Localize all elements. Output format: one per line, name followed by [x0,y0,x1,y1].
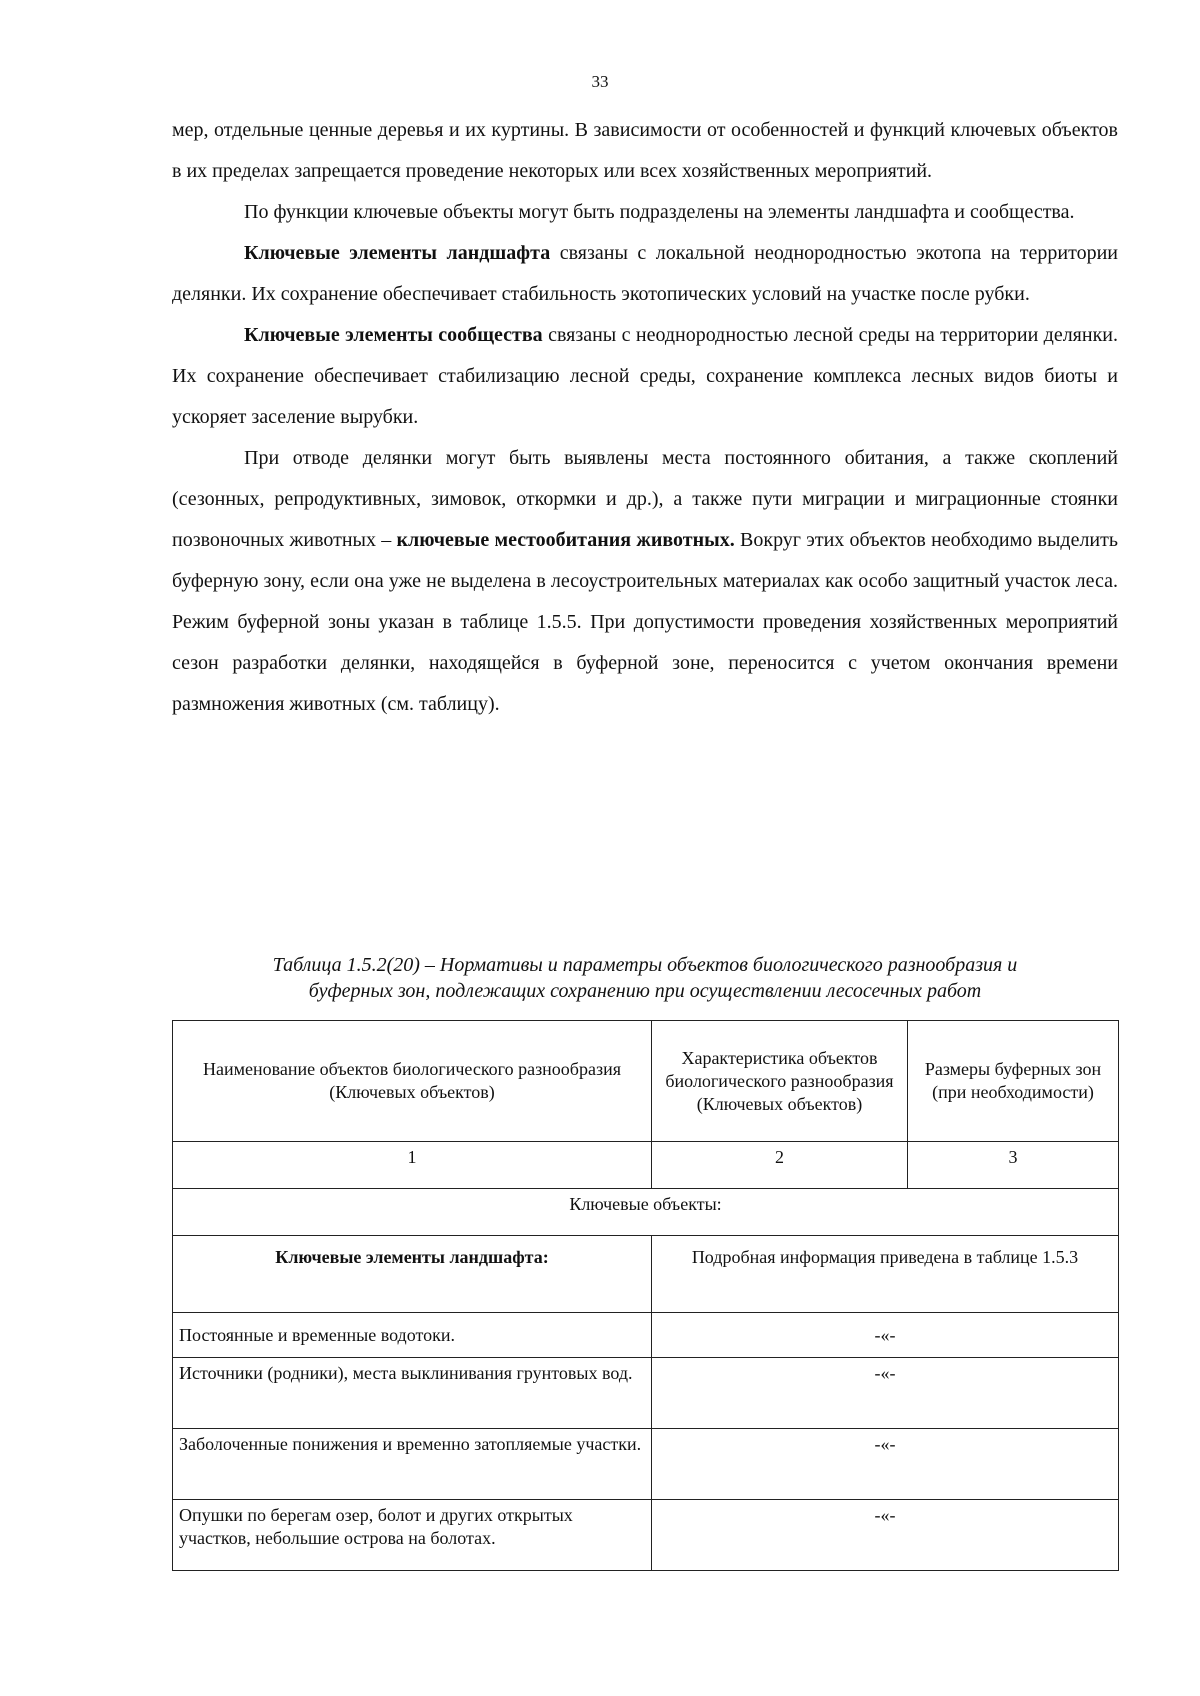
term-community-elements: Ключевые элементы сообщества [244,324,543,346]
table-caption-line-1: Таблица 1.5.2(20) – Нормативы и параметры объектов биологического разнообразия и [272,954,1018,976]
row-name: Постоянные и временные водотоки. [173,1313,652,1358]
section-label [173,1236,652,1313]
section-row [173,1236,1119,1313]
term-animal-habitats: ключевые местообитания животных. [396,529,735,551]
table-caption [172,952,1118,1004]
header-characteristics: Характеристика объектов биологического разнообразия (Ключевых объектов) [652,1021,908,1142]
row-value: -«- [652,1429,1119,1500]
group-label: Ключевые объекты: [173,1189,1119,1236]
table-row [173,1313,1119,1358]
page-number: 33 [591,72,609,91]
column-number-row [173,1142,1119,1189]
table-row [173,1358,1119,1429]
paragraph-3-text: связаны с локальной неоднородностью экотопа на территории делянки. Их сохранение обеспечивает стабильность экотопических условий на участке после рубки. [172,242,1119,305]
row-name: Заболоченные понижения и временно затопляемые участки. [173,1429,652,1500]
paragraph-4 [172,315,1118,438]
paragraph-5-start: При отводе делянки могут быть выявлены места постоянного обитания, а также скоплений (сезонных, репродуктивных, зимовок, откормки и др.), а также пути миграции и миграционные стоянки позвоночных животных – [172,447,1118,551]
row-value: -«- [652,1500,1119,1571]
group-row [173,1189,1119,1236]
paragraph-1: мер, отдельные ценные деревья и их куртины. В зависимости от особенностей и функций ключевых объектов в их пределах запрещается проведение некоторых или всех хозяйственных мероприятий. [172,119,1118,182]
row-name: Источники (родники), места выклинивания грунтовых вод. [173,1358,652,1429]
paragraph-5-text: Вокруг этих объектов необходимо выделить буферную зону, если она уже не выделена в лесоустроительных материалах как особо защитный участок леса. Режим буферной зоны указан в таблице 1.5.5. При допустимости проведения хозяйственных мероприятий сезон разработки делянки, находящейся в буферной зоне, переносится с учетом окончания времени размножения животных (см. таблицу). [172,529,1118,715]
header-buffer-size: Размеры буферных зон (при необходимости) [908,1021,1119,1142]
table-caption-line-2: буферных зон, подлежащих сохранению при осуществлении лесосечных работ [308,980,982,1002]
body-text [172,110,1118,725]
column-number: 1 [173,1142,652,1189]
section-label-suffix: : [542,1247,549,1267]
section-info: Подробная информация приведена в таблице 1.5.3 [652,1236,1119,1313]
row-name: Опушки по берегам озер, болот и других открытых участков, небольшие острова на болотах. [173,1500,652,1571]
table-row [173,1429,1119,1500]
biodiversity-table [172,1020,1119,1571]
term-landscape-elements: Ключевые элементы ландшафта [244,242,551,264]
column-number: 3 [908,1142,1119,1189]
row-value: -«- [652,1358,1119,1429]
table-row [173,1500,1119,1571]
header-object-name: Наименование объектов биологического разнообразия (Ключевых объектов) [173,1021,652,1142]
paragraph-3 [172,233,1118,315]
table-header-row [173,1021,1119,1142]
paragraph-4-text: связаны с неоднородностью лесной среды на территории делянки. Их сохранение обеспечивает стабилизацию лесной среды, сохранение комплекса лесных видов биоты и ускоряет заселение вырубки. [172,324,1119,428]
section-label-text: Ключевые элементы ландшафта [275,1247,543,1267]
row-value: -«- [652,1313,1119,1358]
paragraph-5 [172,438,1118,725]
paragraph-2: По функции ключевые объекты могут быть подразделены на элементы ландшафта и сообщества. [244,201,1075,223]
column-number: 2 [652,1142,908,1189]
